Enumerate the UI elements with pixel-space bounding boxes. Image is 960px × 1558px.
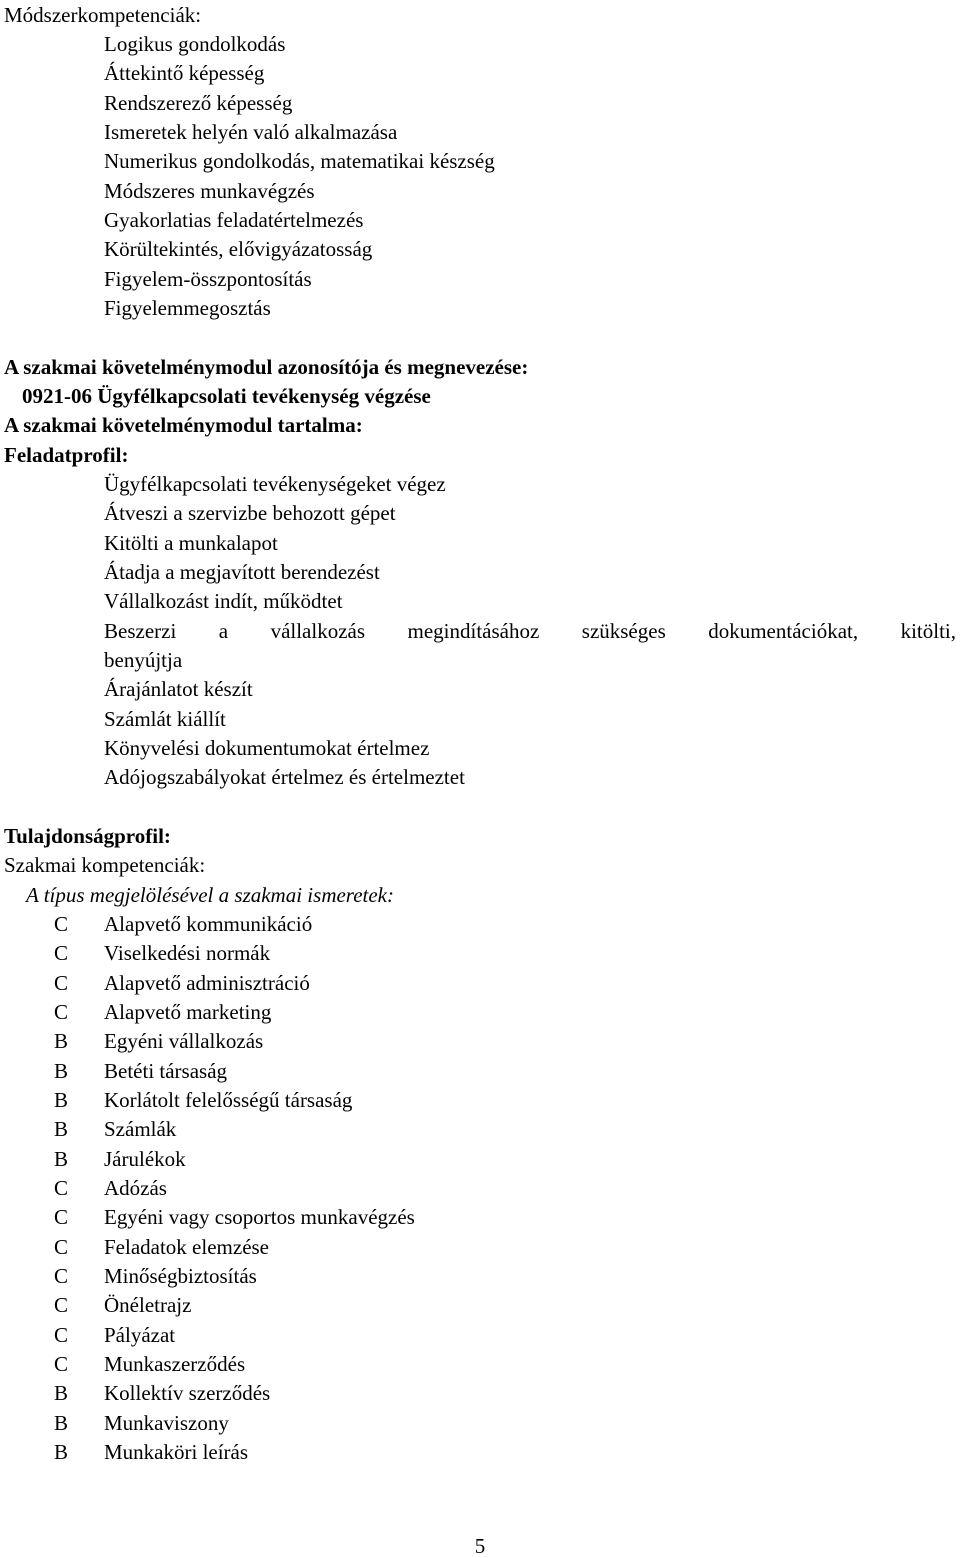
- grade-label: C: [54, 941, 69, 965]
- knowledge-item: Feladatok elemzése: [104, 1235, 270, 1259]
- knowledge-item: Munkaszerződés: [104, 1352, 246, 1376]
- grade-label: B: [54, 1088, 69, 1112]
- module-id-value: 0921-06 Ügyfélkapcsolati tevékenység végzése: [22, 384, 431, 408]
- module-id-heading: A szakmai követelménymodul azonosítója és megnevezése:: [4, 355, 529, 379]
- knowledge-item: Viselkedési normák: [104, 941, 271, 965]
- methodical-item: Numerikus gondolkodás, matematikai készség: [104, 149, 495, 173]
- task-item: Átveszi a szervizbe behozott gépet: [104, 501, 396, 525]
- knowledge-item: Adózás: [104, 1176, 167, 1200]
- knowledge-item: Alapvető kommunikáció: [104, 912, 313, 936]
- knowledge-item: Alapvető adminisztráció: [104, 971, 310, 995]
- grade-label: B: [54, 1147, 69, 1171]
- methodical-item: Figyelem-összpontosítás: [104, 267, 312, 291]
- methodical-item: Logikus gondolkodás: [104, 32, 286, 56]
- methodical-item: Gyakorlatias feladatértelmezés: [104, 208, 364, 232]
- task-profile-heading: Feladatprofil:: [4, 443, 129, 467]
- grade-label: C: [54, 1176, 69, 1200]
- methodical-item: Ismeretek helyén való alkalmazása: [104, 120, 398, 144]
- grade-label: B: [54, 1059, 69, 1083]
- task-item: Ügyfélkapcsolati tevékenységeket végez: [104, 472, 446, 496]
- knowledge-item: Munkaköri leírás: [104, 1440, 249, 1464]
- knowledge-item: Minőségbiztosítás: [104, 1264, 257, 1288]
- grade-label: C: [54, 971, 69, 995]
- grade-label: C: [54, 1205, 69, 1229]
- grade-label: C: [54, 1323, 69, 1347]
- page-number: 5: [474, 1534, 486, 1558]
- knowledge-item: Alapvető marketing: [104, 1000, 272, 1024]
- grade-label: C: [54, 1352, 69, 1376]
- methodical-item: Körültekintés, elővigyázatosság: [104, 237, 373, 261]
- grade-label: C: [54, 1000, 69, 1024]
- knowledge-item: Önéletrajz: [104, 1293, 192, 1317]
- grade-label: B: [54, 1117, 69, 1141]
- type-note: A típus megjelölésével a szakmai ismeretek:: [26, 883, 394, 907]
- methodical-item: Rendszerező képesség: [104, 91, 293, 115]
- grade-label: B: [54, 1029, 69, 1053]
- methodical-item: Módszeres munkavégzés: [104, 179, 315, 203]
- task-item: Árajánlatot készít: [104, 677, 253, 701]
- knowledge-item: Járulékok: [104, 1147, 186, 1171]
- task-item-long-line2: benyújtja: [104, 648, 183, 672]
- grade-label: C: [54, 1264, 69, 1288]
- knowledge-item: Korlátolt felelősségű társaság: [104, 1088, 353, 1112]
- grade-label: C: [54, 1235, 69, 1259]
- knowledge-item: Betéti társaság: [104, 1059, 228, 1083]
- knowledge-item: Pályázat: [104, 1323, 176, 1347]
- module-content-heading: A szakmai követelménymodul tartalma:: [4, 413, 363, 437]
- task-item: Adójogszabályokat értelmez és értelmeztet: [104, 765, 465, 789]
- grade-label: B: [54, 1411, 69, 1435]
- methodical-item: Áttekintő képesség: [104, 61, 265, 85]
- knowledge-item: Egyéni vagy csoportos munkavégzés: [104, 1205, 415, 1229]
- task-item: Kitölti a munkalapot: [104, 531, 278, 555]
- grade-label: B: [54, 1440, 69, 1464]
- task-item: Számlát kiállít: [104, 707, 226, 731]
- task-item: Vállalkozást indít, működtet: [104, 589, 343, 613]
- methodical-item: Figyelemmegosztás: [104, 296, 271, 320]
- grade-label: B: [54, 1381, 69, 1405]
- grade-label: C: [54, 912, 69, 936]
- knowledge-item: Egyéni vállalkozás: [104, 1029, 264, 1053]
- knowledge-item: Kollektív szerződés: [104, 1381, 271, 1405]
- task-item-long-line1: Beszerzi a vállalkozás megindításához szükséges dokumentációkat, kitölti,: [104, 619, 956, 643]
- professional-competences-heading: Szakmai kompetenciák:: [4, 853, 206, 877]
- knowledge-item: Számlák: [104, 1117, 177, 1141]
- property-profile-heading: Tulajdonságprofil:: [4, 824, 171, 848]
- task-item: Átadja a megjavított berendezést: [104, 560, 380, 584]
- grade-label: C: [54, 1293, 69, 1317]
- knowledge-item: Munkaviszony: [104, 1411, 229, 1435]
- methodical-heading: Módszerkompetenciák:: [4, 3, 202, 27]
- task-item: Könyvelési dokumentumokat értelmez: [104, 736, 430, 760]
